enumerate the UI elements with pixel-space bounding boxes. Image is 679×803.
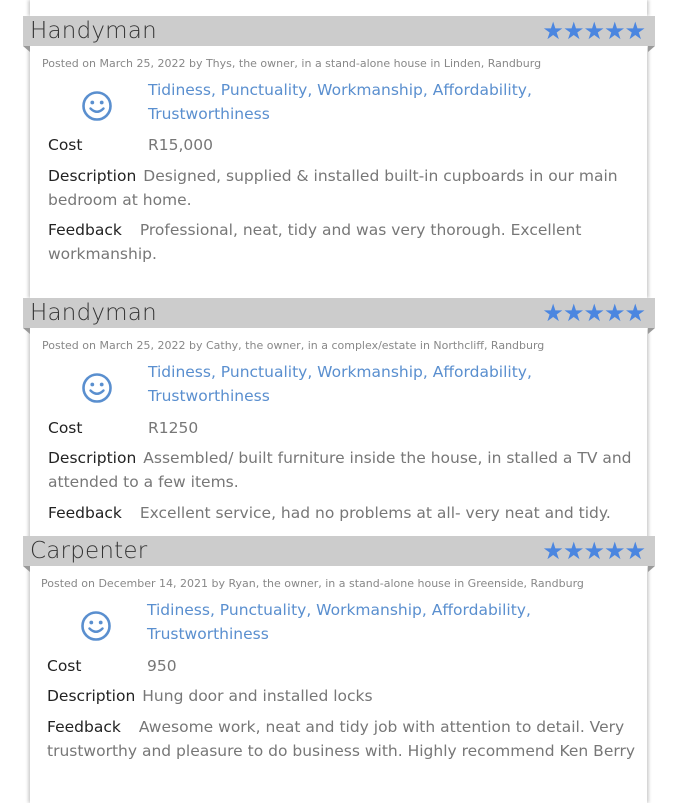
cost-value: 950: [147, 657, 177, 675]
feedback-row: [48, 218, 638, 266]
star-icon: ★: [603, 17, 625, 45]
feedback-label: Feedback: [48, 504, 122, 522]
star-icon: ★: [542, 17, 563, 45]
star-icon: ★: [603, 299, 625, 327]
star-icon: ★: [583, 299, 604, 327]
feedback-value: Excellent service, had no problems at all- very neat and tidy.: [139, 504, 611, 522]
review-category: Handyman: [30, 300, 157, 326]
description-row: [48, 446, 638, 494]
posted-info: Posted on March 25, 2022 by Cathy, the owner, in a complex/estate in Northcliff, Randburg: [42, 339, 545, 352]
star-icon: ★: [603, 537, 625, 565]
description-label: Description: [48, 449, 137, 467]
cost-row: [48, 133, 638, 157]
feedback-label: Feedback: [47, 718, 121, 736]
cost-value: R15,000: [148, 136, 214, 154]
feedback-row: [47, 715, 637, 763]
smiley-icon: [80, 610, 112, 642]
feedback-row: [48, 501, 638, 525]
review-header: [23, 536, 655, 566]
star-icon: ★: [624, 17, 645, 45]
rating-tags: Tidiness, Punctuality, Workmanship, Affordability, Trustworthiness: [148, 81, 532, 123]
smiley-icon: [81, 90, 113, 122]
star-icon: ★: [542, 299, 563, 327]
star-rating: [542, 299, 645, 327]
posted-info: Posted on December 14, 2021 by Ryan, the owner, in a stand-alone house in Greenside, Randburg: [41, 577, 584, 590]
review-card-top-fragment: [30, 0, 647, 16]
star-icon: ★: [583, 537, 604, 565]
star-icon: ★: [583, 17, 604, 45]
star-icon: ★: [562, 17, 584, 45]
cost-label: Cost: [48, 419, 83, 437]
rating-tags: Tidiness, Punctuality, Workmanship, Affordability, Trustworthiness: [148, 363, 532, 405]
description-label: Description: [47, 687, 136, 705]
description-row: [48, 164, 638, 212]
star-rating: [542, 537, 645, 565]
feedback-value: Awesome work, neat and tidy job with attention to detail. Very trustworthy and pleasure to do business with. Highly recommend Ken Berry: [47, 718, 636, 760]
cost-row: [48, 416, 638, 440]
star-icon: ★: [624, 537, 645, 565]
star-icon: ★: [562, 299, 584, 327]
review-header: [23, 16, 655, 46]
description-row: [47, 684, 637, 708]
star-icon: ★: [542, 537, 563, 565]
review-category: Handyman: [30, 18, 157, 44]
cost-label: Cost: [48, 136, 83, 154]
feedback-value: Professional, neat, tidy and was very thorough. Excellent workmanship.: [48, 221, 582, 263]
cost-row: [47, 654, 637, 678]
description-label: Description: [48, 167, 137, 185]
description-value: Assembled/ built furniture inside the house, in stalled a TV and attended to a few items.: [48, 449, 632, 491]
review-header: [23, 298, 655, 328]
description-value: Designed, supplied & installed built-in cupboards in our main bedroom at home.: [48, 167, 618, 209]
cost-label: Cost: [47, 657, 82, 675]
posted-info: Posted on March 25, 2022 by Thys, the owner, in a stand-alone house in Linden, Randburg: [42, 57, 542, 70]
star-icon: ★: [562, 537, 584, 565]
description-value: Hung door and installed locks: [142, 687, 373, 705]
star-icon: ★: [624, 299, 645, 327]
cost-value: R1250: [148, 419, 199, 437]
rating-tags: Tidiness, Punctuality, Workmanship, Affordability, Trustworthiness: [147, 601, 531, 643]
smiley-icon: [81, 372, 113, 404]
star-rating: [542, 17, 645, 45]
review-category: Carpenter: [30, 538, 148, 564]
feedback-label: Feedback: [48, 221, 122, 239]
